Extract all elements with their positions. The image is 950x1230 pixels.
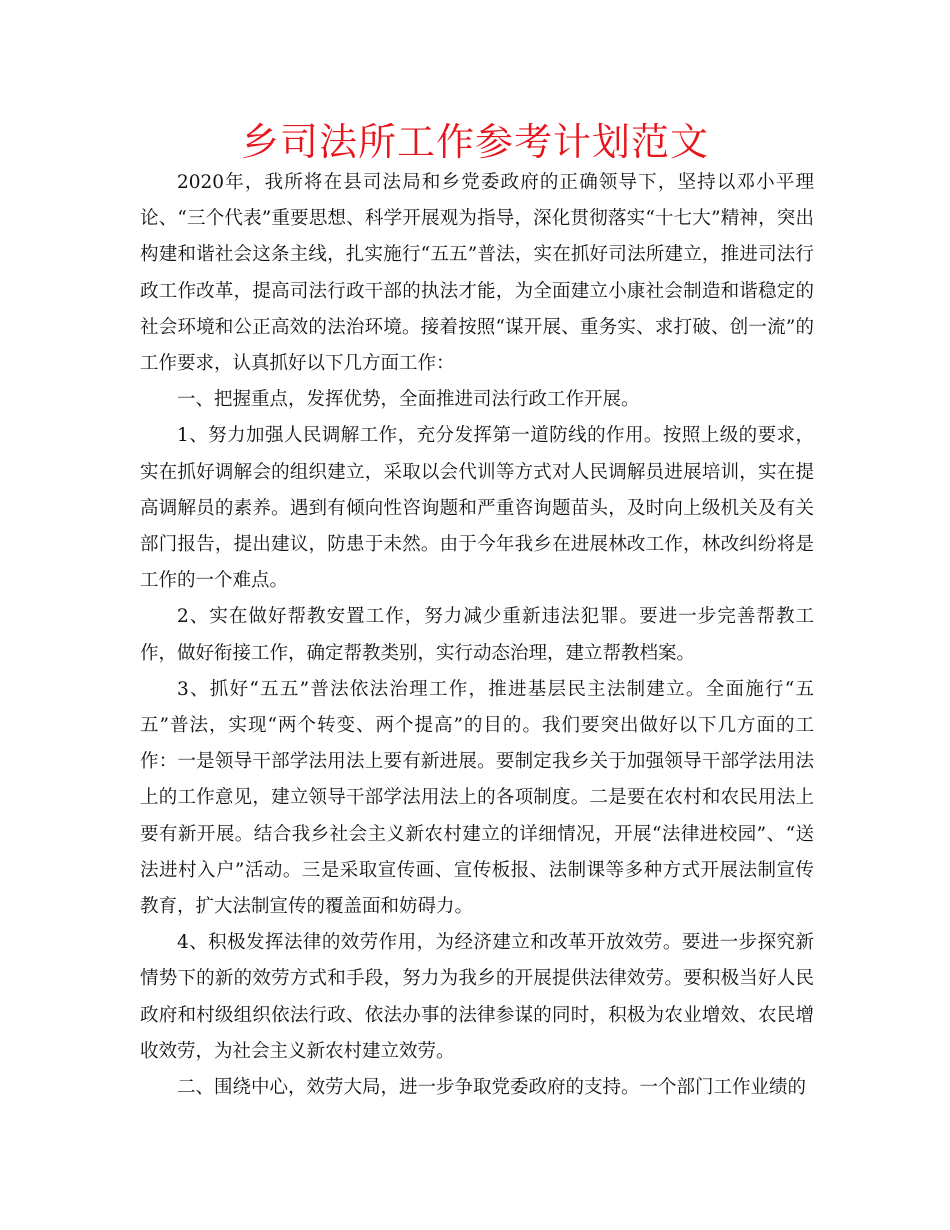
paragraph: 3、抓好“五五”普法依法治理工作，推进基层民主法制建立。全面施行“五五”普法，实现“两个转变、两个提高”的目的。我们要突出做好以下几方面的工作：一是领导干部学法用法上要有新进展。要制定我乡关于加强领导干部学法用法上的工作意见，建立领导干部学法用法上的各项制度。二是要在农村和农民用法上要有新开展。结合我乡社会主义新农村建立的详细情况，开展“法律进校园”、“送法进村入户”活动。三是采取宣传画、宣传板报、法制课等多种方式开展法制宣传教育，扩大法制宣传的覆盖面和妨碍力。 [140, 678, 814, 918]
document-title: 乡司法所工作参考计划范文 [240, 120, 709, 164]
document-body [140, 165, 814, 1106]
paragraph: 一、把握重点，发挥优势，全面推进司法行政工作开展。 [177, 389, 640, 411]
paragraph: 2020年，我所将在县司法局和乡党委政府的正确领导下，坚持以邓小平理论、“三个代表”重要思想、科学开展观为指导，深化贯彻落实“十七大”精神，突出构建和谐社会这条主线，扎实施行“五五”普法，实在抓好司法所建立，推进司法行政工作改革，提高司法行政干部的执法才能，为全面建立小康社会制造和谐稳定的社会环境和公正高效的法治环境。接着按照“谋开展、重务实、求打破、创一流”的工作要求，认真抓好以下几方面工作： [140, 172, 814, 375]
paragraph: 2、实在做好帮教安置工作，努力减少重新违法犯罪。要进一步完善帮教工作，做好衔接工作，确定帮教类别，实行动态治理，建立帮教档案。 [140, 606, 814, 664]
paragraph: 二、围绕中心，效劳大局，进一步争取党委政府的支持。一个部门工作业绩的 [177, 1077, 807, 1099]
paragraph: 4、积极发挥法律的效劳作用，为经济建立和改革开放效劳。要进一步探究新情势下的新的效劳方式和手段，努力为我乡的开展提供法律效劳。要积极当好人民政府和村级组织依法行政、依法办事的法律参谋的同时，积极为农业增效、农民增收效劳，为社会主义新农村建立效劳。 [140, 932, 814, 1062]
paragraph: 1、努力加强人民调解工作，充分发挥第一道防线的作用。按照上级的要求，实在抓好调解会的组织建立，采取以会代训等方式对人民调解员进展培训，实在提高调解员的素养。遇到有倾向性咨询题和严重咨询题苗头，及时向上级机关及有关部门报告，提出建议，防患于未然。由于今年我乡在进展林改工作，林改纠纷将是工作的一个难点。 [140, 425, 814, 592]
